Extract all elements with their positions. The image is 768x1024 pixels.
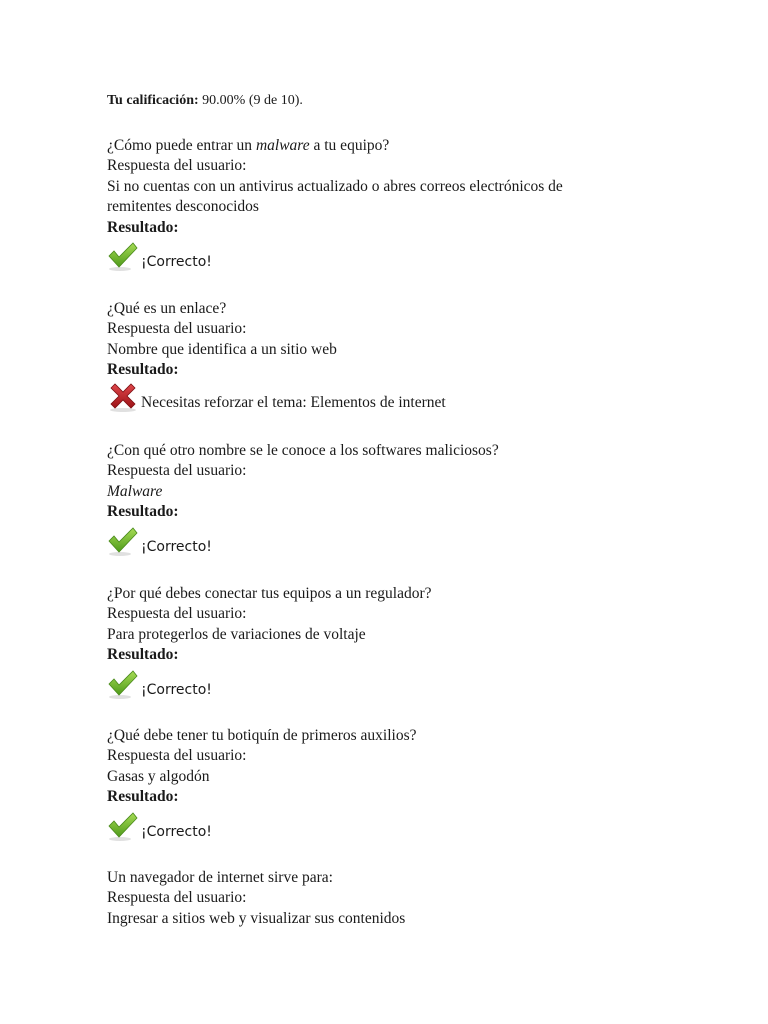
result-row bbox=[107, 666, 627, 700]
question-text: ¿Qué debe tener tu botiquín de primeros auxilios? bbox=[107, 727, 417, 744]
question-block bbox=[107, 441, 627, 557]
question-block bbox=[107, 584, 627, 700]
user-answer-label: Respuesta del usuario: bbox=[107, 605, 247, 623]
result-row bbox=[107, 238, 627, 272]
result-label: Resultado: bbox=[107, 646, 179, 664]
question-block bbox=[107, 726, 627, 842]
checkmark-icon bbox=[107, 240, 139, 272]
question-text: ¿Qué es un enlace? bbox=[107, 300, 227, 317]
user-answer: Si no cuentas con un antivirus actualizado o abres correos electrónicos de remitentes desconocidos bbox=[107, 177, 563, 216]
result-label: Resultado: bbox=[107, 788, 179, 806]
question-text: Un navegador de internet sirve para: bbox=[107, 869, 333, 886]
score-label: Tu calificación: bbox=[107, 93, 199, 108]
user-answer-label: Respuesta del usuario: bbox=[107, 157, 247, 175]
result-label: Resultado: bbox=[107, 503, 179, 521]
feedback-text: ¡Correcto! bbox=[141, 538, 212, 555]
score-value: 90.00% (9 de 10). bbox=[198, 93, 303, 108]
user-answer-label: Respuesta del usuario: bbox=[107, 320, 247, 338]
user-answer-label: Respuesta del usuario: bbox=[107, 462, 247, 480]
checkmark-icon bbox=[107, 810, 139, 842]
feedback-text: ¡Correcto! bbox=[141, 823, 212, 840]
checkmark-icon bbox=[107, 525, 139, 557]
result-row bbox=[107, 381, 627, 413]
result-label: Resultado: bbox=[107, 361, 179, 379]
question-block bbox=[107, 136, 627, 272]
user-answer-label: Respuesta del usuario: bbox=[107, 889, 247, 907]
question-text: ¿Por qué debes conectar tus equipos a un regulador? bbox=[107, 585, 432, 602]
feedback-text: Necesitas reforzar el tema: Elementos de internet bbox=[141, 393, 446, 411]
question-block bbox=[107, 299, 627, 413]
score-line bbox=[107, 92, 303, 110]
result-row bbox=[107, 523, 627, 557]
result-label: Resultado: bbox=[107, 218, 179, 236]
question-text: ¿Con qué otro nombre se le conoce a los softwares maliciosos? bbox=[107, 442, 499, 459]
user-answer: Nombre que identifica a un sitio web bbox=[107, 340, 337, 358]
user-answer-label: Respuesta del usuario: bbox=[107, 747, 247, 765]
checkmark-icon bbox=[107, 668, 139, 700]
user-answer: Para protegerlos de variaciones de voltaje bbox=[107, 625, 366, 643]
user-answer: Gasas y algodón bbox=[107, 767, 210, 785]
question-text: ¿Cómo puede entrar un malware a tu equipo? bbox=[107, 137, 390, 154]
result-row bbox=[107, 808, 627, 842]
feedback-text: ¡Correcto! bbox=[141, 254, 212, 271]
user-answer: Ingresar a sitios web y visualizar sus contenidos bbox=[107, 909, 406, 927]
question-block bbox=[107, 868, 627, 929]
feedback-text: ¡Correcto! bbox=[141, 681, 212, 698]
user-answer: Malware bbox=[107, 482, 163, 500]
cross-icon bbox=[107, 381, 139, 413]
